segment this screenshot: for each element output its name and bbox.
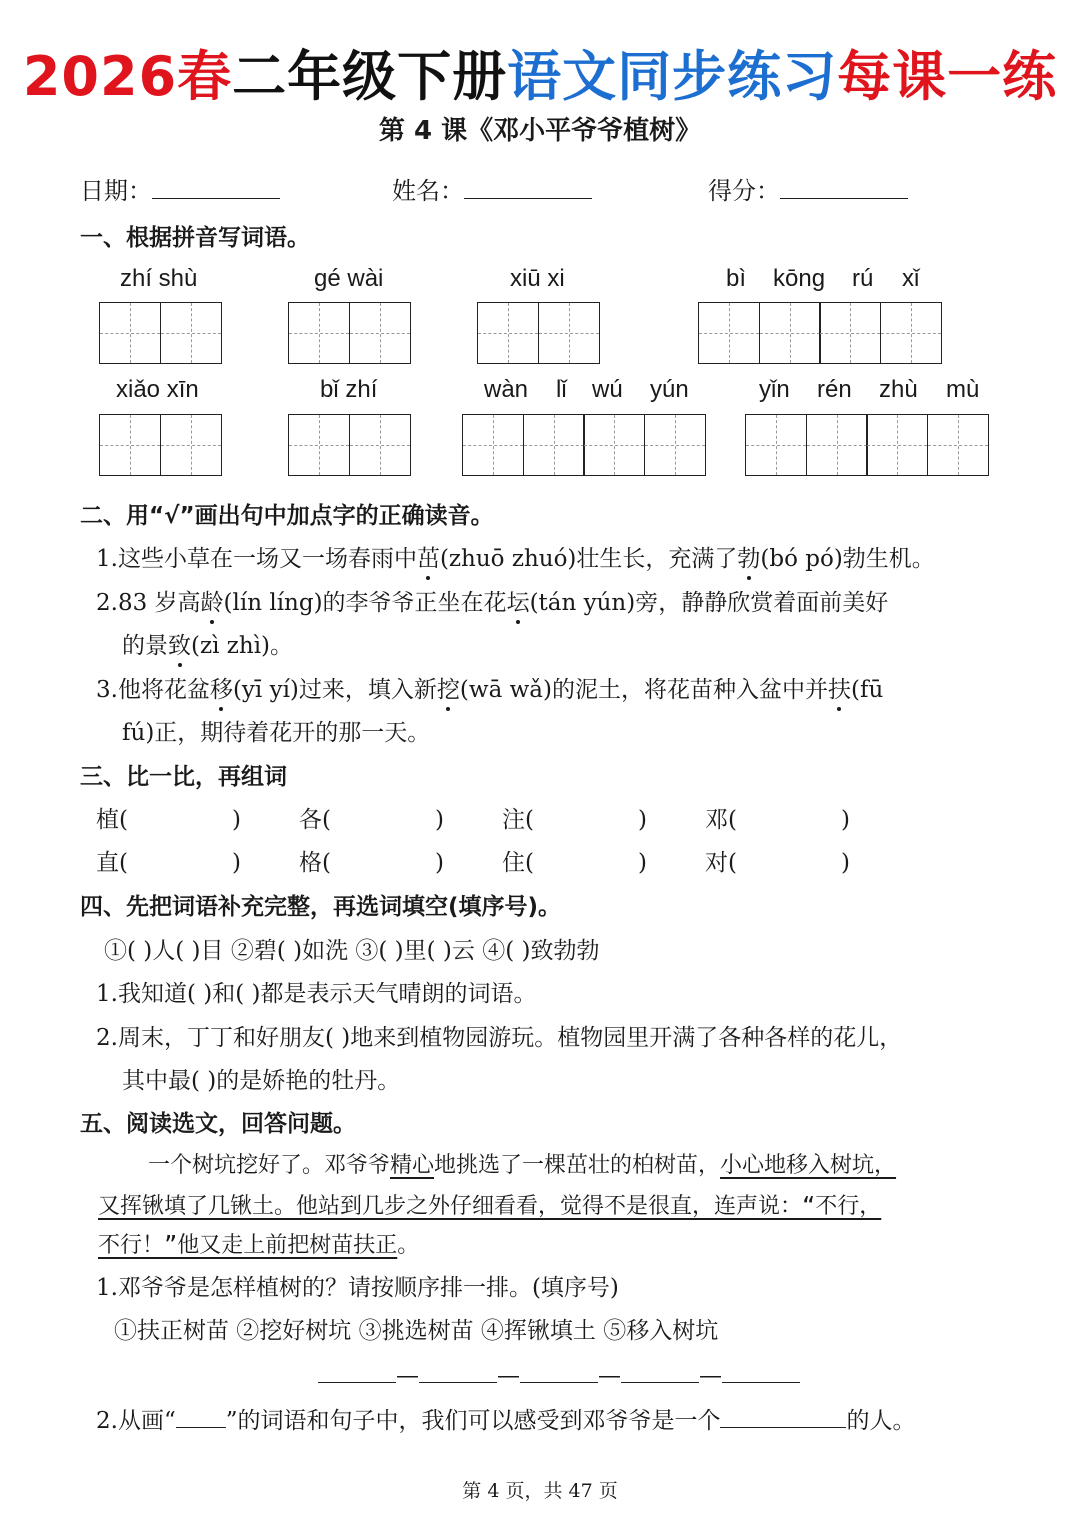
dotted-char: 茁 bbox=[417, 543, 440, 575]
char-cell[interactable] bbox=[819, 302, 881, 364]
pinyin-bizhi: bǐ zhí bbox=[320, 376, 378, 403]
char-cell[interactable] bbox=[288, 302, 350, 364]
compare-ge[interactable]: 各( bbox=[299, 807, 331, 833]
char-cell[interactable] bbox=[349, 414, 411, 476]
compare-dui[interactable]: 对( bbox=[705, 850, 737, 876]
passage-line-3: 不行！”他又走上前把树苗扶正。 bbox=[98, 1233, 420, 1258]
pinyin-li: lǐ bbox=[556, 376, 567, 403]
date-blank[interactable] bbox=[152, 174, 280, 199]
s2-line-1: 1.这些小草在一场又一场春雨中茁(zhuō zhuó)壮生长，充满了勃(bó pó)勃生机。 bbox=[96, 543, 935, 575]
s2-line-4: 3.他将花盆移(yī yí)过来，填入新挖(wā wǎ)的泥土，将花苗种入盆中并扶(fū bbox=[96, 674, 883, 706]
title-grade: 二年级下册 bbox=[232, 45, 508, 108]
s5-question-2[interactable]: 2.从画“ ”的词语和句子中，我们可以感受到邓爷爷是一个 的人。 bbox=[96, 1403, 915, 1437]
compare-ge2[interactable]: 格( bbox=[299, 850, 331, 876]
char-cell[interactable] bbox=[880, 302, 942, 364]
writing-grid[interactable] bbox=[462, 414, 704, 476]
writing-grid[interactable] bbox=[99, 414, 222, 476]
s2-line-5: fú)正，期待着花开的那一天。 bbox=[122, 720, 431, 746]
dotted-char: 致 bbox=[168, 630, 191, 662]
dotted-char: 移 bbox=[210, 674, 233, 706]
s2-line-2: 2.83 岁高龄(lín líng)的李爷爷正坐在花坛(tán yún)旁，静静欣赏着面前美好 bbox=[96, 587, 888, 619]
writing-grid[interactable] bbox=[99, 302, 222, 364]
dotted-char: 勃 bbox=[737, 543, 760, 575]
char-cell[interactable] bbox=[349, 302, 411, 364]
section3-heading: 三、比一比，再组词 bbox=[80, 764, 287, 790]
char-cell[interactable] bbox=[866, 414, 928, 476]
pinyin-ren: rén bbox=[817, 376, 852, 403]
pinyin-bi: bì bbox=[726, 265, 747, 292]
dotted-char: 挖 bbox=[437, 674, 460, 706]
s2-line-3: 的景致(zì zhì)。 bbox=[122, 630, 293, 662]
compare-zhu[interactable]: 注( bbox=[502, 807, 534, 833]
pinyin-ru: rú bbox=[852, 265, 874, 292]
writing-grid[interactable] bbox=[288, 302, 411, 364]
char-cell[interactable] bbox=[160, 414, 222, 476]
s4-question-1[interactable]: 1.我知道( )和( )都是表示天气晴朗的词语。 bbox=[96, 981, 537, 1007]
s4-question-2b[interactable]: 其中最( )的是娇艳的牡丹。 bbox=[122, 1068, 401, 1094]
char-cell[interactable] bbox=[523, 414, 585, 476]
pinyin-yun: yún bbox=[650, 376, 689, 403]
section4-heading: 四、先把词语补充完整，再选词填空(填序号)。 bbox=[80, 894, 562, 920]
char-cell[interactable] bbox=[99, 302, 161, 364]
idiom-options[interactable]: ①( )人( )目 ②碧( )如洗 ③( )里( )云 ④( )致勃勃 bbox=[104, 938, 600, 964]
section5-heading: 五、阅读选文，回答问题。 bbox=[80, 1111, 356, 1137]
lesson-subtitle: 第 4 课《邓小平爷爷植树》 bbox=[378, 116, 702, 146]
s4-question-2[interactable]: 2.周末，丁丁和好朋友( )地来到植物园游玩。植物园里开满了各种各样的花儿， bbox=[96, 1025, 903, 1051]
pinyin-wan: wàn bbox=[484, 376, 529, 403]
char-cell[interactable] bbox=[927, 414, 989, 476]
section2-heading: 二、用“√”画出句中加点字的正确读音。 bbox=[80, 503, 494, 529]
underlined-word: 精心 bbox=[390, 1153, 435, 1178]
char-cell[interactable] bbox=[538, 302, 600, 364]
pinyin-xiaoxin: xiǎo xīn bbox=[116, 376, 199, 403]
pinyin-xi: xǐ bbox=[902, 265, 920, 292]
writing-grid[interactable] bbox=[477, 302, 600, 364]
pinyin-zhishu: zhí shù bbox=[120, 265, 198, 292]
score-field[interactable]: 得分： bbox=[708, 174, 908, 207]
underlined-sentence: 又挥锹填了几锹土。他站到几步之外仔细看看，觉得不是很直，连声说：“不行， bbox=[98, 1194, 882, 1219]
pinyin-yin: yǐn bbox=[759, 376, 790, 403]
pinyin-xiuxi: xiū xi bbox=[510, 265, 565, 292]
compare-deng[interactable]: 邓( bbox=[705, 807, 737, 833]
char-cell[interactable] bbox=[806, 414, 868, 476]
dotted-char: 龄 bbox=[201, 587, 224, 619]
pinyin-gewai: gé wài bbox=[314, 265, 384, 292]
pinyin-zhu: zhù bbox=[879, 376, 918, 403]
dotted-char: 扶 bbox=[828, 674, 851, 706]
compare-zhi[interactable]: 植( bbox=[96, 807, 128, 833]
title-subject: 语文同步练习 bbox=[507, 45, 838, 108]
char-cell[interactable] bbox=[698, 302, 760, 364]
char-cell[interactable] bbox=[462, 414, 524, 476]
underlined-phrase: 小心地移入树坑， bbox=[720, 1153, 897, 1178]
char-cell[interactable] bbox=[644, 414, 706, 476]
char-cell[interactable] bbox=[759, 302, 821, 364]
compare-zhu2[interactable]: 住( bbox=[502, 850, 534, 876]
writing-grid[interactable] bbox=[288, 414, 411, 476]
char-cell[interactable] bbox=[99, 414, 161, 476]
name-blank[interactable] bbox=[464, 174, 592, 199]
title-tail: 每课一练 bbox=[837, 45, 1058, 108]
page-footer: 第 4 页，共 47 页 bbox=[462, 1480, 618, 1502]
date-field[interactable]: 日期： bbox=[80, 174, 280, 207]
line-style-blank[interactable] bbox=[176, 1403, 226, 1428]
score-blank[interactable] bbox=[780, 174, 908, 199]
pinyin-wu: wú bbox=[592, 376, 623, 403]
compare-zhi2[interactable]: 直( bbox=[96, 850, 128, 876]
name-field[interactable]: 姓名： bbox=[392, 174, 592, 207]
passage-line-1: 一个树坑挖好了。邓爷爷精心地挑选了一棵茁壮的柏树苗，小心地移入树坑， bbox=[148, 1153, 897, 1178]
dotted-char: 坛 bbox=[507, 587, 530, 619]
writing-grid[interactable] bbox=[745, 414, 987, 476]
title-year: 2026春 bbox=[22, 45, 233, 108]
pinyin-kong: kōng bbox=[773, 265, 826, 292]
char-cell[interactable] bbox=[583, 414, 645, 476]
order-answer[interactable]: — — — — bbox=[318, 1358, 800, 1392]
pinyin-mu: mù bbox=[946, 376, 980, 403]
char-cell[interactable] bbox=[288, 414, 350, 476]
answer-blank[interactable] bbox=[720, 1403, 846, 1428]
passage-line-2 bbox=[98, 1191, 881, 1223]
worksheet-title bbox=[0, 42, 1080, 112]
char-cell[interactable] bbox=[477, 302, 539, 364]
s5-question-1: 1.邓爷爷是怎样植树的？请按顺序排一排。(填序号) bbox=[96, 1275, 619, 1301]
underlined-sentence: 不行！”他又走上前把树苗扶正 bbox=[98, 1233, 398, 1258]
char-cell[interactable] bbox=[160, 302, 222, 364]
section1-heading: 一、根据拼音写词语。 bbox=[80, 225, 310, 251]
writing-grid[interactable] bbox=[698, 302, 940, 364]
order-options: ①扶正树苗 ②挖好树坑 ③挑选树苗 ④挥锹填土 ⑤移入树坑 bbox=[114, 1318, 719, 1344]
char-cell[interactable] bbox=[745, 414, 807, 476]
